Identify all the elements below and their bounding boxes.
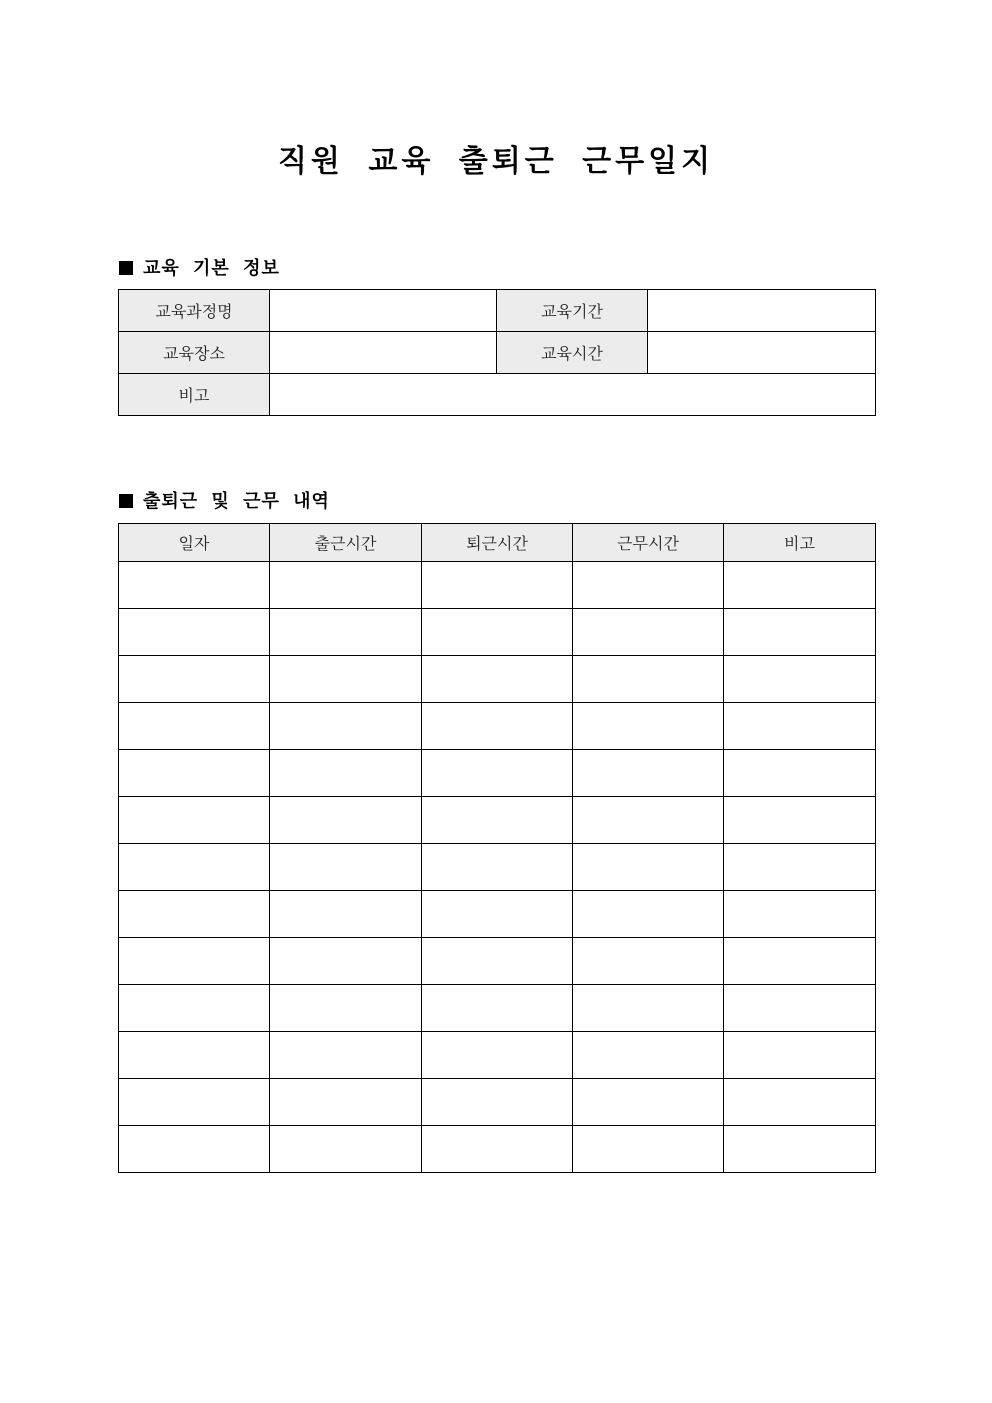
table-row xyxy=(119,797,876,844)
note-cell[interactable] xyxy=(724,750,876,797)
date-cell[interactable] xyxy=(119,1126,270,1173)
date-cell[interactable] xyxy=(119,656,270,703)
clock-out-cell[interactable] xyxy=(422,609,573,656)
clock-in-cell[interactable] xyxy=(270,562,422,609)
clock-out-cell[interactable] xyxy=(422,1126,573,1173)
note-cell[interactable] xyxy=(724,797,876,844)
column-header-date: 일자 xyxy=(119,524,270,562)
column-header-note: 비고 xyxy=(724,524,876,562)
clock-in-cell[interactable] xyxy=(270,609,422,656)
period-label: 교육기간 xyxy=(497,290,648,332)
note-cell[interactable] xyxy=(724,985,876,1032)
clock-out-cell[interactable] xyxy=(422,985,573,1032)
clock-out-cell[interactable] xyxy=(422,703,573,750)
date-cell[interactable] xyxy=(119,891,270,938)
clock-in-cell[interactable] xyxy=(270,844,422,891)
table-row xyxy=(119,938,876,985)
table-row xyxy=(119,1126,876,1173)
date-cell[interactable] xyxy=(119,1079,270,1126)
table-row xyxy=(119,1032,876,1079)
place-field[interactable] xyxy=(270,332,497,374)
date-cell[interactable] xyxy=(119,609,270,656)
table-row xyxy=(119,609,876,656)
section-heading-attendance xyxy=(119,487,330,513)
clock-out-cell[interactable] xyxy=(422,750,573,797)
clock-in-cell[interactable] xyxy=(270,1126,422,1173)
note-cell[interactable] xyxy=(724,891,876,938)
note-cell[interactable] xyxy=(724,1032,876,1079)
course-name-label: 교육과정명 xyxy=(119,290,270,332)
section-heading-text: 출퇴근 및 근무 내역 xyxy=(143,491,330,512)
clock-in-cell[interactable] xyxy=(270,656,422,703)
work-hours-cell[interactable] xyxy=(573,656,724,703)
time-label: 교육시간 xyxy=(497,332,648,374)
note-cell[interactable] xyxy=(724,703,876,750)
date-cell[interactable] xyxy=(119,703,270,750)
column-header-work-hours: 근무시간 xyxy=(573,524,724,562)
work-hours-cell[interactable] xyxy=(573,844,724,891)
work-hours-cell[interactable] xyxy=(573,985,724,1032)
note-cell[interactable] xyxy=(724,938,876,985)
column-header-clock-out: 퇴근시간 xyxy=(422,524,573,562)
square-bullet-icon xyxy=(119,261,133,275)
clock-out-cell[interactable] xyxy=(422,1079,573,1126)
work-hours-cell[interactable] xyxy=(573,891,724,938)
clock-out-cell[interactable] xyxy=(422,891,573,938)
basic-info-table xyxy=(118,289,876,416)
clock-out-cell[interactable] xyxy=(422,844,573,891)
date-cell[interactable] xyxy=(119,1032,270,1079)
table-row xyxy=(119,1079,876,1126)
clock-in-cell[interactable] xyxy=(270,797,422,844)
note-cell[interactable] xyxy=(724,562,876,609)
note-label: 비고 xyxy=(119,374,270,416)
clock-in-cell[interactable] xyxy=(270,938,422,985)
clock-in-cell[interactable] xyxy=(270,985,422,1032)
period-field[interactable] xyxy=(648,290,876,332)
work-hours-cell[interactable] xyxy=(573,609,724,656)
date-cell[interactable] xyxy=(119,562,270,609)
table-row xyxy=(119,562,876,609)
section-heading-text: 교육 기본 정보 xyxy=(143,258,280,279)
clock-in-cell[interactable] xyxy=(270,891,422,938)
date-cell[interactable] xyxy=(119,985,270,1032)
clock-in-cell[interactable] xyxy=(270,703,422,750)
work-hours-cell[interactable] xyxy=(573,703,724,750)
square-bullet-icon xyxy=(119,494,133,508)
table-header-row xyxy=(119,524,876,562)
date-cell[interactable] xyxy=(119,750,270,797)
note-cell[interactable] xyxy=(724,844,876,891)
table-row xyxy=(119,750,876,797)
work-hours-cell[interactable] xyxy=(573,750,724,797)
table-row xyxy=(119,891,876,938)
date-cell[interactable] xyxy=(119,844,270,891)
page-title: 직원 교육 출퇴근 근무일지 xyxy=(277,144,715,179)
work-hours-cell[interactable] xyxy=(573,938,724,985)
clock-out-cell[interactable] xyxy=(422,656,573,703)
clock-in-cell[interactable] xyxy=(270,1032,422,1079)
table-row xyxy=(119,985,876,1032)
table-row xyxy=(119,656,876,703)
table-row xyxy=(119,844,876,891)
work-hours-cell[interactable] xyxy=(573,1126,724,1173)
date-cell[interactable] xyxy=(119,797,270,844)
table-row xyxy=(119,703,876,750)
time-field[interactable] xyxy=(648,332,876,374)
note-cell[interactable] xyxy=(724,656,876,703)
clock-out-cell[interactable] xyxy=(422,797,573,844)
attendance-table xyxy=(118,523,876,1173)
work-hours-cell[interactable] xyxy=(573,1079,724,1126)
note-cell[interactable] xyxy=(724,1079,876,1126)
column-header-clock-in: 출근시간 xyxy=(270,524,422,562)
clock-in-cell[interactable] xyxy=(270,1079,422,1126)
clock-out-cell[interactable] xyxy=(422,1032,573,1079)
place-label: 교육장소 xyxy=(119,332,270,374)
date-cell[interactable] xyxy=(119,938,270,985)
work-hours-cell[interactable] xyxy=(573,562,724,609)
course-name-field[interactable] xyxy=(270,290,497,332)
section-heading-basic-info xyxy=(119,254,280,280)
work-hours-cell[interactable] xyxy=(573,797,724,844)
clock-in-cell[interactable] xyxy=(270,750,422,797)
note-cell[interactable] xyxy=(724,1126,876,1173)
clock-out-cell[interactable] xyxy=(422,938,573,985)
note-field[interactable] xyxy=(270,374,876,416)
note-cell[interactable] xyxy=(724,609,876,656)
clock-out-cell[interactable] xyxy=(422,562,573,609)
work-hours-cell[interactable] xyxy=(573,1032,724,1079)
